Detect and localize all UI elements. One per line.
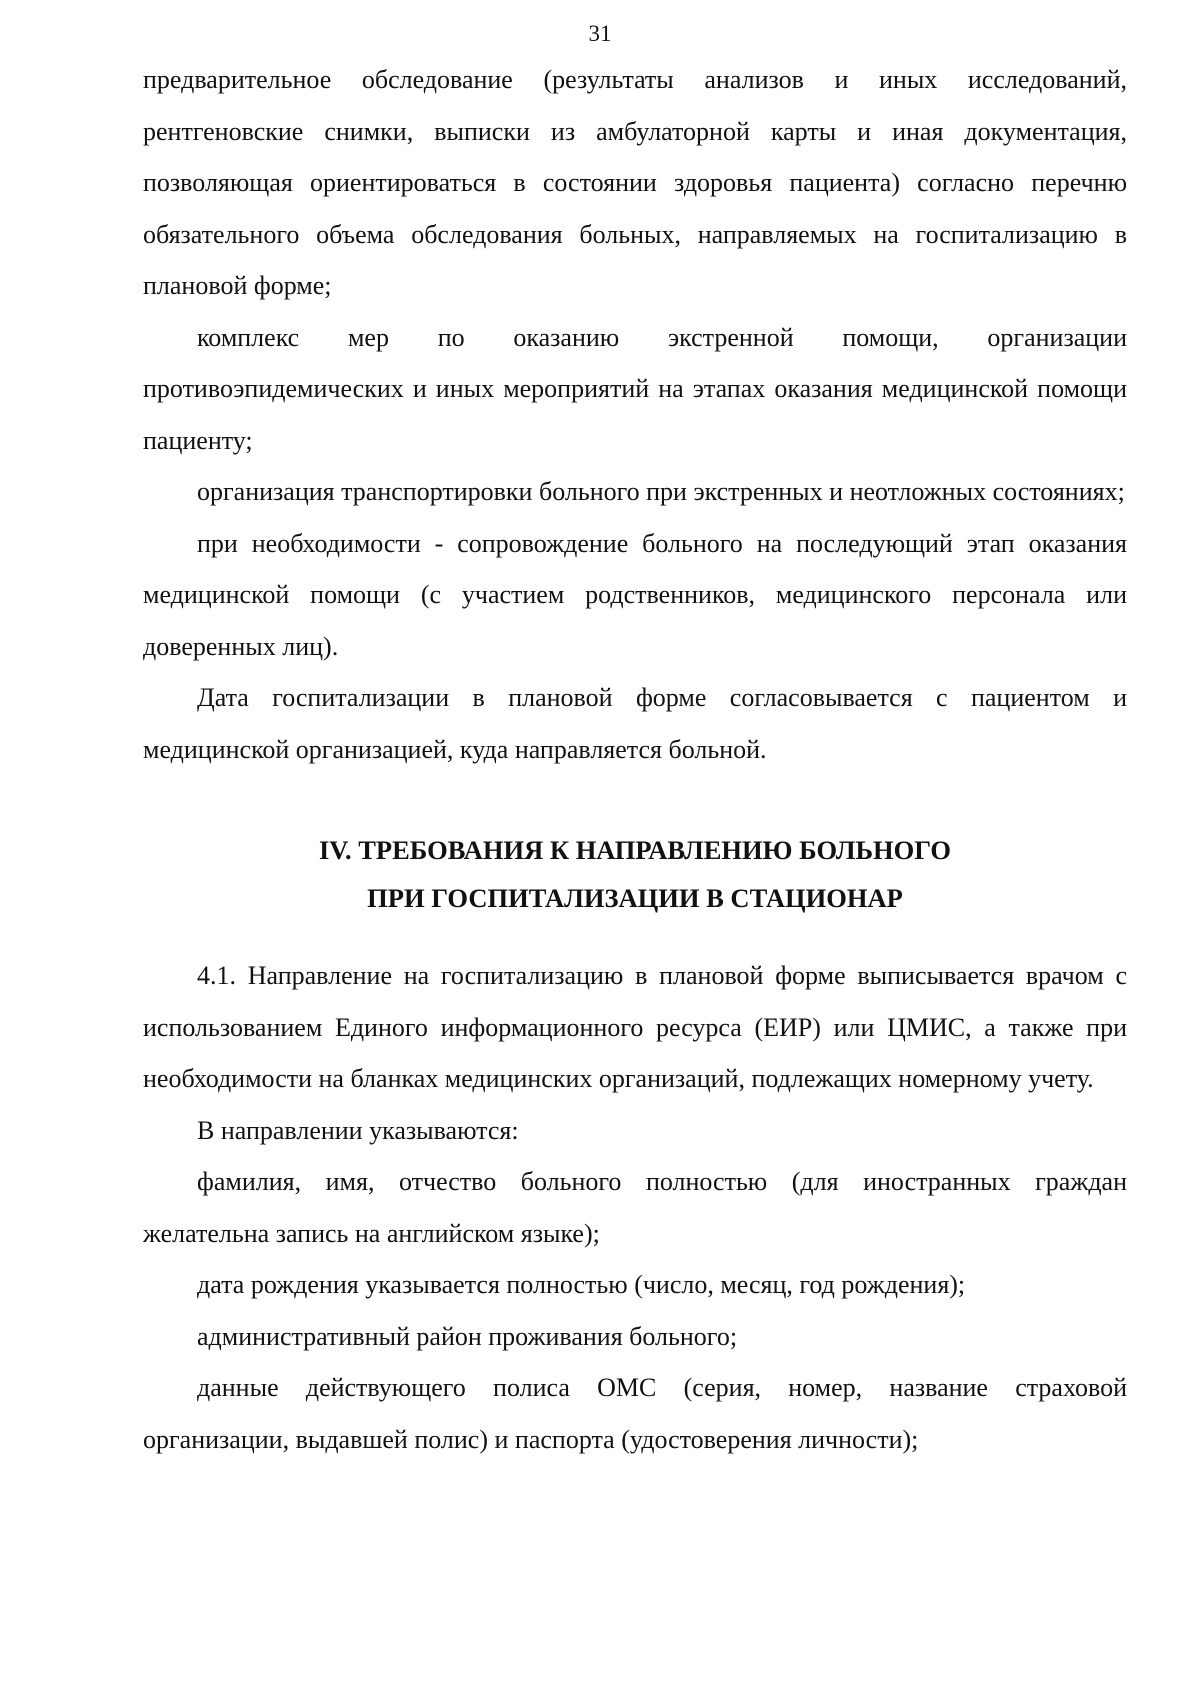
paragraph-escort: при необходимости - сопровождение больного на последующий этап оказания медицинской помощи (с участием родственников, медицинского персонала или доверенных лиц). (143, 528, 1127, 661)
top-text-block (143, 54, 1127, 775)
section-heading (143, 826, 1127, 922)
paragraph-hospitalization-date: Дата госпитализации в плановой форме согласовывается с пациентом и медицинской организацией, куда направляется больной. (143, 683, 1127, 764)
section-heading-line-1: IV. ТРЕБОВАНИЯ К НАПРАВЛЕНИЮ БОЛЬНОГО (318, 835, 952, 865)
paragraph-district: административный район проживания больного; (197, 1321, 738, 1351)
bottom-text-block (143, 950, 1127, 1465)
paragraph-preliminary-exam: предварительное обследование (результаты анализов и иных исследований, рентгеновские снимки, выписки из амбулаторной карты и иная документация, позволяющая ориентироваться в состоянии здоровья пациента) согласно перечню обязательного объема обследования больных, направляемых на госпитализацию в плановой форме; (143, 65, 1127, 300)
paragraph-insurance-passport: данные действующего полиса ОМС (серия, номер, название страховой организации, выдавшей полис) и паспорта (удостоверения личности); (143, 1373, 1127, 1454)
paragraph-emergency-measures: комплекс мер по оказанию экстренной помощи, организации противоэпидемических и иных мероприятий на этапах оказания медицинской помощи пациенту; (143, 322, 1127, 455)
paragraph-transportation: организация транспортировки больного при экстренных и неотложных состояниях; (197, 477, 1125, 506)
paragraph-full-name: фамилия, имя, отчество больного полностью (для иностранных граждан желательна запись на английском языке); (143, 1167, 1127, 1248)
paragraph-referral-contents-intro: В направлении указываются: (197, 1115, 519, 1145)
page-number: 31 (588, 21, 612, 46)
paragraph-birth-date: дата рождения указывается полностью (число, месяц, год рождения); (197, 1270, 966, 1299)
section-heading-line-2: ПРИ ГОСПИТАЛИЗАЦИИ В СТАЦИОНАР (367, 883, 903, 913)
paragraph-4-1: 4.1. Направление на госпитализацию в плановой форме выписывается врачом с использованием Единого информационного ресурса (ЕИР) или ЦМИС, а также при необходимости на бланках медицинских организаций, подлежащих номерному учету. (143, 961, 1127, 1093)
